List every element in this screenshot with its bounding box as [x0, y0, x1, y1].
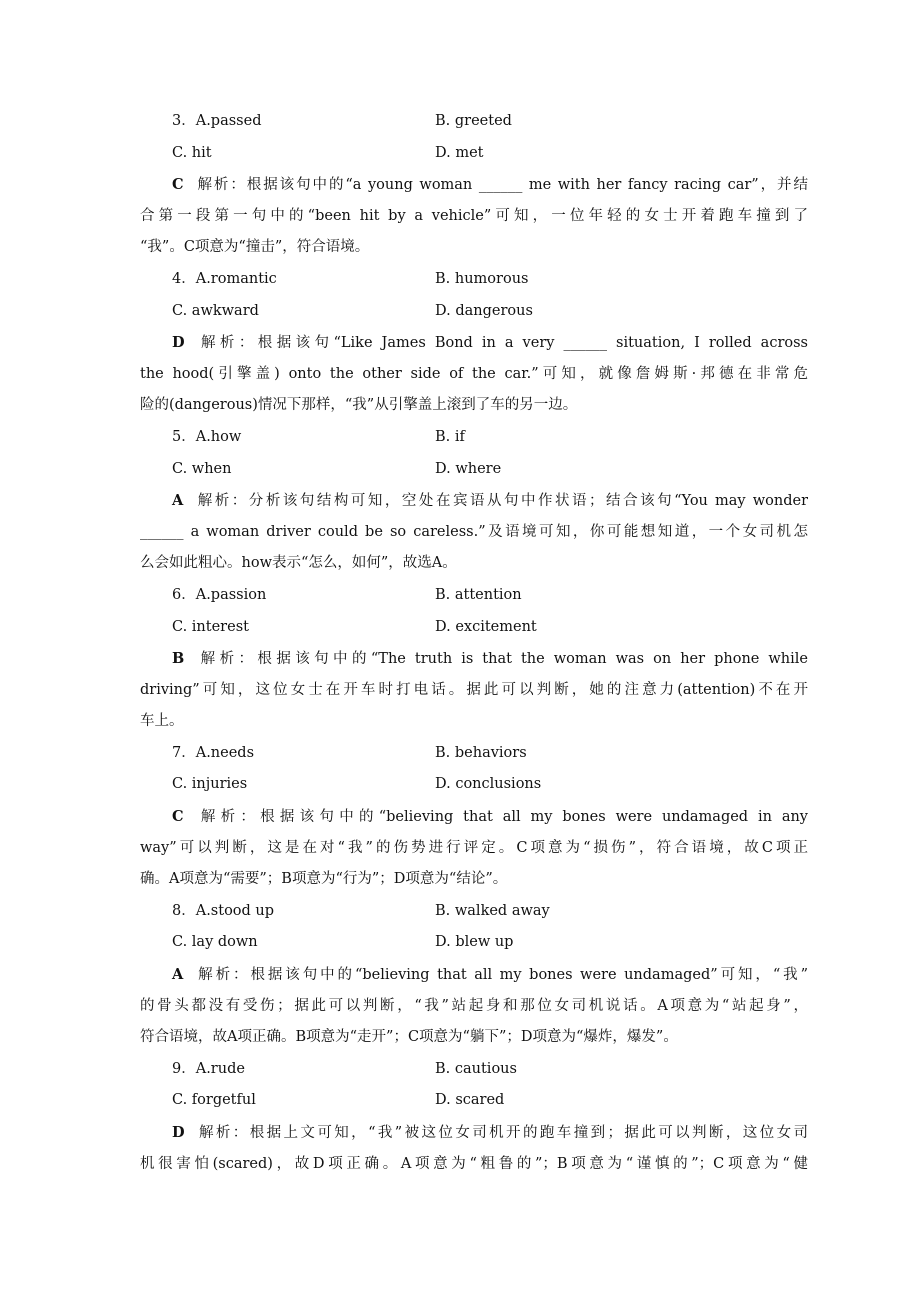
explanation-line — [140, 485, 808, 517]
explanation-line — [140, 232, 808, 264]
explanation-text: 解析：根据该句中的“believing that all my bones were undamaged in any — [195, 809, 808, 826]
option-row — [140, 138, 808, 170]
option-row — [140, 454, 808, 486]
option: 3．A.passed — [172, 113, 262, 129]
option: 4．A.romantic — [172, 270, 277, 287]
explanation-line — [140, 801, 808, 833]
explanation-line — [140, 833, 808, 865]
option: C. awkward — [172, 302, 259, 319]
option: D. met — [435, 144, 484, 161]
explanation-line — [140, 1149, 808, 1181]
answer-letter: D — [172, 334, 185, 352]
option-row — [140, 580, 808, 612]
option: C. injuries — [172, 776, 248, 793]
option-row — [140, 612, 808, 644]
option-row — [140, 769, 808, 801]
explanation-line — [140, 517, 808, 549]
explanation-line — [140, 864, 808, 896]
explanation-line — [140, 327, 808, 359]
answer-letter: C — [172, 808, 184, 826]
option: B. cautious — [435, 1060, 517, 1077]
explanation-text: 车上。 — [140, 713, 184, 730]
option-row — [140, 927, 808, 959]
explanation-line — [140, 548, 808, 580]
question-item — [140, 1054, 808, 1180]
option-row — [140, 422, 808, 454]
option: D. dangerous — [435, 302, 533, 319]
answer-letter: A — [172, 492, 184, 510]
explanation-text: way”可以判断，这是在对“我”的伤势进行评定。C项意为“损伤”，符合语境，故C项正 — [140, 839, 808, 856]
explanation-line — [140, 706, 808, 738]
option: B. humorous — [435, 270, 529, 287]
explanation-text: 么会如此粗心。how表示“怎么，如何”，故选A。 — [140, 555, 457, 572]
answer-letter: B — [172, 650, 185, 668]
answer-letter: A — [172, 966, 184, 984]
option: D. excitement — [435, 618, 537, 635]
option-row — [140, 738, 808, 770]
explanation-text: the hood(引擎盖) onto the other side of the car.”可知，就像詹姆斯·邦德在非常危 — [140, 365, 808, 382]
question-item — [140, 422, 808, 580]
option: D. blew up — [435, 934, 514, 951]
explanation-line — [140, 201, 808, 233]
question-item — [140, 580, 808, 738]
option-row — [140, 264, 808, 296]
option: B. behaviors — [435, 744, 527, 761]
option: C. forgetful — [172, 1092, 256, 1109]
explanation-line — [140, 1117, 808, 1149]
document-body — [140, 106, 808, 1180]
option: C. hit — [172, 144, 212, 161]
option: B. if — [435, 428, 465, 445]
explanation-text: 符合语境，故A项正确。B项意为“走开”；C项意为“躺下”；D项意为“爆炸，爆发”。 — [140, 1029, 678, 1046]
answer-letter: C — [172, 176, 184, 194]
option: D. conclusions — [435, 776, 542, 793]
explanation-text: 解析：根据该句中的“believing that all my bones were undamaged”可知，“我” — [195, 967, 808, 984]
option-row — [140, 106, 808, 138]
option: 8．A.stood up — [172, 902, 275, 919]
option: 5．A.how — [172, 428, 242, 445]
explanation-text: 解析：分析该句结构可知，空处在宾语从句中作状语；结合该句“You may wonder — [195, 493, 808, 510]
explanation-text: 解析：根据上文可知，“我”被这位女司机开的跑车撞到；据此可以判断，这位女司 — [196, 1125, 808, 1141]
explanation-line — [140, 991, 808, 1023]
question-item — [140, 264, 808, 422]
option: D. scared — [435, 1092, 505, 1109]
explanation-text: 险的(dangerous)情况下那样，“我”从引擎盖上滚到了车的另一边。 — [140, 397, 578, 414]
explanation-text: 解析：根据该句中的“The truth is that the woman was on her phone while — [196, 651, 808, 668]
explanation-text: 机很害怕(scared)，故D项正确。A项意为“粗鲁的”；B项意为“谨慎的”；C项意为“健 — [140, 1155, 808, 1172]
option-row — [140, 296, 808, 328]
explanation-line — [140, 959, 808, 991]
explanation-text: 解析：根据该句“Like James Bond in a very ______ situation, I rolled across — [196, 335, 808, 352]
question-item — [140, 106, 808, 264]
explanation-text: 合第一段第一句中的“been hit by a vehicle”可知，一位年轻的女士开着跑车撞到了 — [140, 207, 808, 224]
option: C. when — [172, 460, 232, 477]
option-row — [140, 896, 808, 928]
explanation-line — [140, 390, 808, 422]
option: C. interest — [172, 618, 249, 635]
explanation-text: “我”。C项意为“撞击”，符合语境。 — [140, 239, 370, 256]
explanation-line — [140, 643, 808, 675]
option: 7．A.needs — [172, 744, 255, 761]
explanation-text: 确。A项意为“需要”；B项意为“行为”；D项意为“结论”。 — [140, 871, 508, 888]
answer-letter: D — [172, 1124, 185, 1141]
explanation-line — [140, 1022, 808, 1054]
question-item — [140, 896, 808, 1054]
explanation-line — [140, 359, 808, 391]
option: 6．A.passion — [172, 586, 267, 603]
option-row — [140, 1085, 808, 1117]
option: C. lay down — [172, 934, 258, 951]
option-row — [140, 1054, 808, 1086]
option: B. attention — [435, 586, 522, 603]
explanation-line — [140, 169, 808, 201]
option: B. walked away — [435, 902, 550, 919]
option: D. where — [435, 460, 502, 477]
option: 9．A.rude — [172, 1060, 245, 1077]
explanation-text: 的骨头都没有受伤；据此可以判断，“我”站起身和那位女司机说话。A项意为“站起身”， — [140, 997, 808, 1014]
option: B. greeted — [435, 113, 512, 129]
explanation-text: ______ a woman driver could be so careless.”及语境可知，你可能想知道，一个女司机怎 — [140, 523, 808, 540]
explanation-line — [140, 675, 808, 707]
explanation-text: 解析：根据该句中的“a young woman ______ me with her fancy racing car”，并结 — [195, 177, 808, 194]
explanation-text: driving”可知，这位女士在开车时打电话。据此可以判断，她的注意力(attention)不在开 — [140, 681, 808, 698]
question-item — [140, 738, 808, 896]
